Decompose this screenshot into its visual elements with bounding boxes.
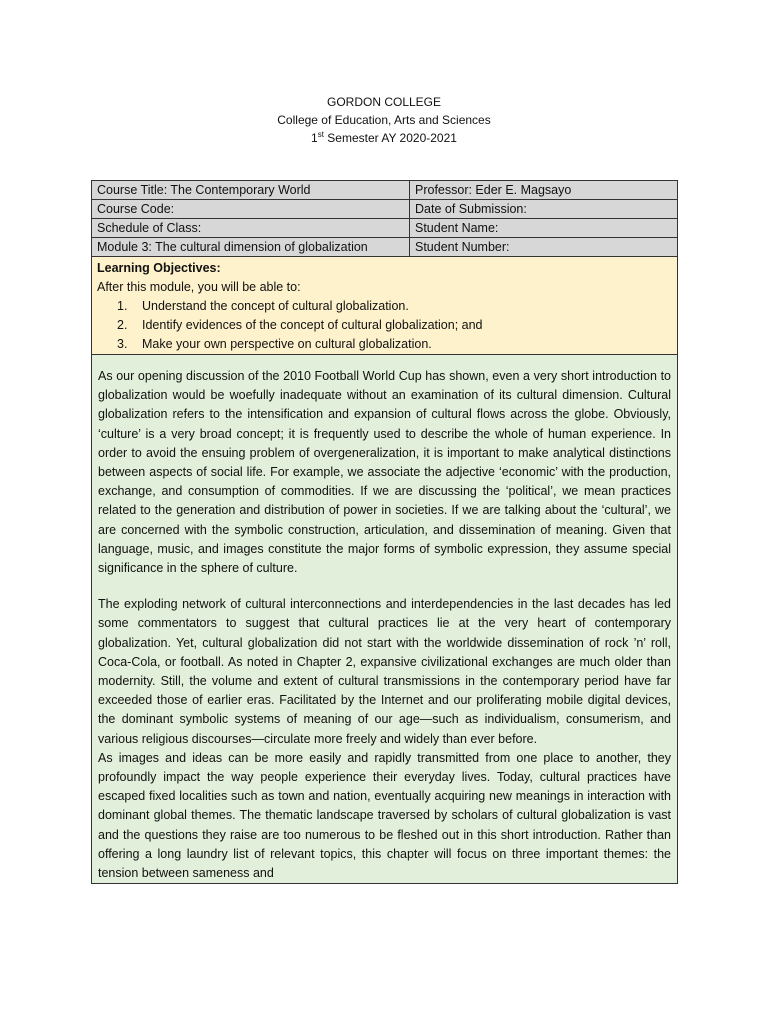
objectives-row bbox=[92, 257, 678, 355]
content-paragraph: The exploding network of cultural interconnections and interdependencies in the last decades has led some commentators to suggest that cultural practices lie at the very heart of contemporary globalization. Yet, cultural globalization did not start with the worldwide dissemination of rock ’n’ roll, Coca-Cola, or football. As noted in Chapter 2, expansive civilizational exchanges are much older than modernity. Still, the volume and extent of cultural transmissions in the contemporary period have far exceeded those of earlier eras. Facilitated by the Internet and our proliferating mobile digital devices, the dominant symbolic systems of meaning of our age—such as individualism, consumerism, and various religious discourses—circulate more freely and widely than ever before. bbox=[98, 597, 671, 746]
professor-cell: Professor: Eder E. Magsayo bbox=[410, 181, 678, 200]
semester-superscript: st bbox=[317, 130, 324, 139]
objective-text: Make your own perspective on cultural globalization. bbox=[142, 337, 432, 351]
info-row bbox=[92, 238, 678, 257]
objective-item bbox=[117, 335, 672, 354]
objectives-intro: After this module, you will be able to: bbox=[97, 280, 301, 294]
department-name: College of Education, Arts and Sciences bbox=[277, 113, 491, 127]
objectives-list bbox=[97, 297, 672, 354]
module-cell: Module 3: The cultural dimension of globalization bbox=[92, 238, 410, 257]
semester-line bbox=[0, 129, 768, 147]
semester-text: Semester AY 2020-2021 bbox=[323, 131, 457, 145]
objective-text: Identify evidences of the concept of cultural globalization; and bbox=[142, 318, 483, 332]
student-name-cell: Student Name: bbox=[410, 219, 678, 238]
objective-number: 3. bbox=[117, 337, 128, 351]
content-paragraph: As our opening discussion of the 2010 Football World Cup has shown, even a very short introduction to globalization would be woefully inadequate without an examination of its cultural dimension. Cultural globalization refers to the intensification and expansion of cultural flows across the globe. Obviously, ‘culture’ is a very broad concept; it is frequently used to describe the whole of human experience. In order to avoid the ensuing problem of overgeneralization, it is important to make analytical distinctions between aspects of social life. For example, we associate the adjective ‘economic’ with the production, exchange, and consumption of commodities. If we are discussing the ‘political’, we mean practices related to the generation and distribution of power in societies. If we are talking about the ‘cultural’, we are concerned with the symbolic construction, articulation, and dissemination of meaning. Given that language, music, and images constitute the major forms of symbolic expression, they assume special significance in the sphere of culture. bbox=[98, 369, 671, 576]
student-number-cell: Student Number: bbox=[410, 238, 678, 257]
semester-number: 1 bbox=[311, 131, 318, 145]
info-row bbox=[92, 181, 678, 200]
course-title-cell: Course Title: The Contemporary World bbox=[92, 181, 410, 200]
objective-number: 2. bbox=[117, 318, 128, 332]
objectives-cell bbox=[92, 257, 678, 355]
objective-item bbox=[117, 297, 672, 316]
course-code-cell: Course Code: bbox=[92, 200, 410, 219]
objective-item bbox=[117, 316, 672, 335]
date-submission-cell: Date of Submission: bbox=[410, 200, 678, 219]
college-name: GORDON COLLEGE bbox=[326, 95, 442, 109]
objectives-title: Learning Objectives: bbox=[97, 261, 221, 275]
content-paragraph: As images and ideas can be more easily and rapidly transmitted from one place to another, they profoundly impact the way people experience their everyday lives. Today, cultural practices have escaped fixed localities such as town and nation, eventually acquiring new meanings in interaction with dominant global themes. The thematic landscape traversed by scholars of cultural globalization is vast and the questions they raise are too numerous to be fleshed out in this short introduction. Rather than offering a long laundry list of relevant topics, this chapter will focus on three important themes: the tension between sameness and bbox=[98, 750, 671, 881]
schedule-cell: Schedule of Class: bbox=[92, 219, 410, 238]
module-table bbox=[91, 180, 678, 884]
content-row bbox=[92, 355, 678, 884]
info-row bbox=[92, 219, 678, 238]
content-cell bbox=[92, 355, 678, 884]
info-row bbox=[92, 200, 678, 219]
objective-text: Understand the concept of cultural globalization. bbox=[142, 299, 409, 313]
objective-number: 1. bbox=[117, 299, 128, 313]
document-header bbox=[0, 93, 768, 147]
